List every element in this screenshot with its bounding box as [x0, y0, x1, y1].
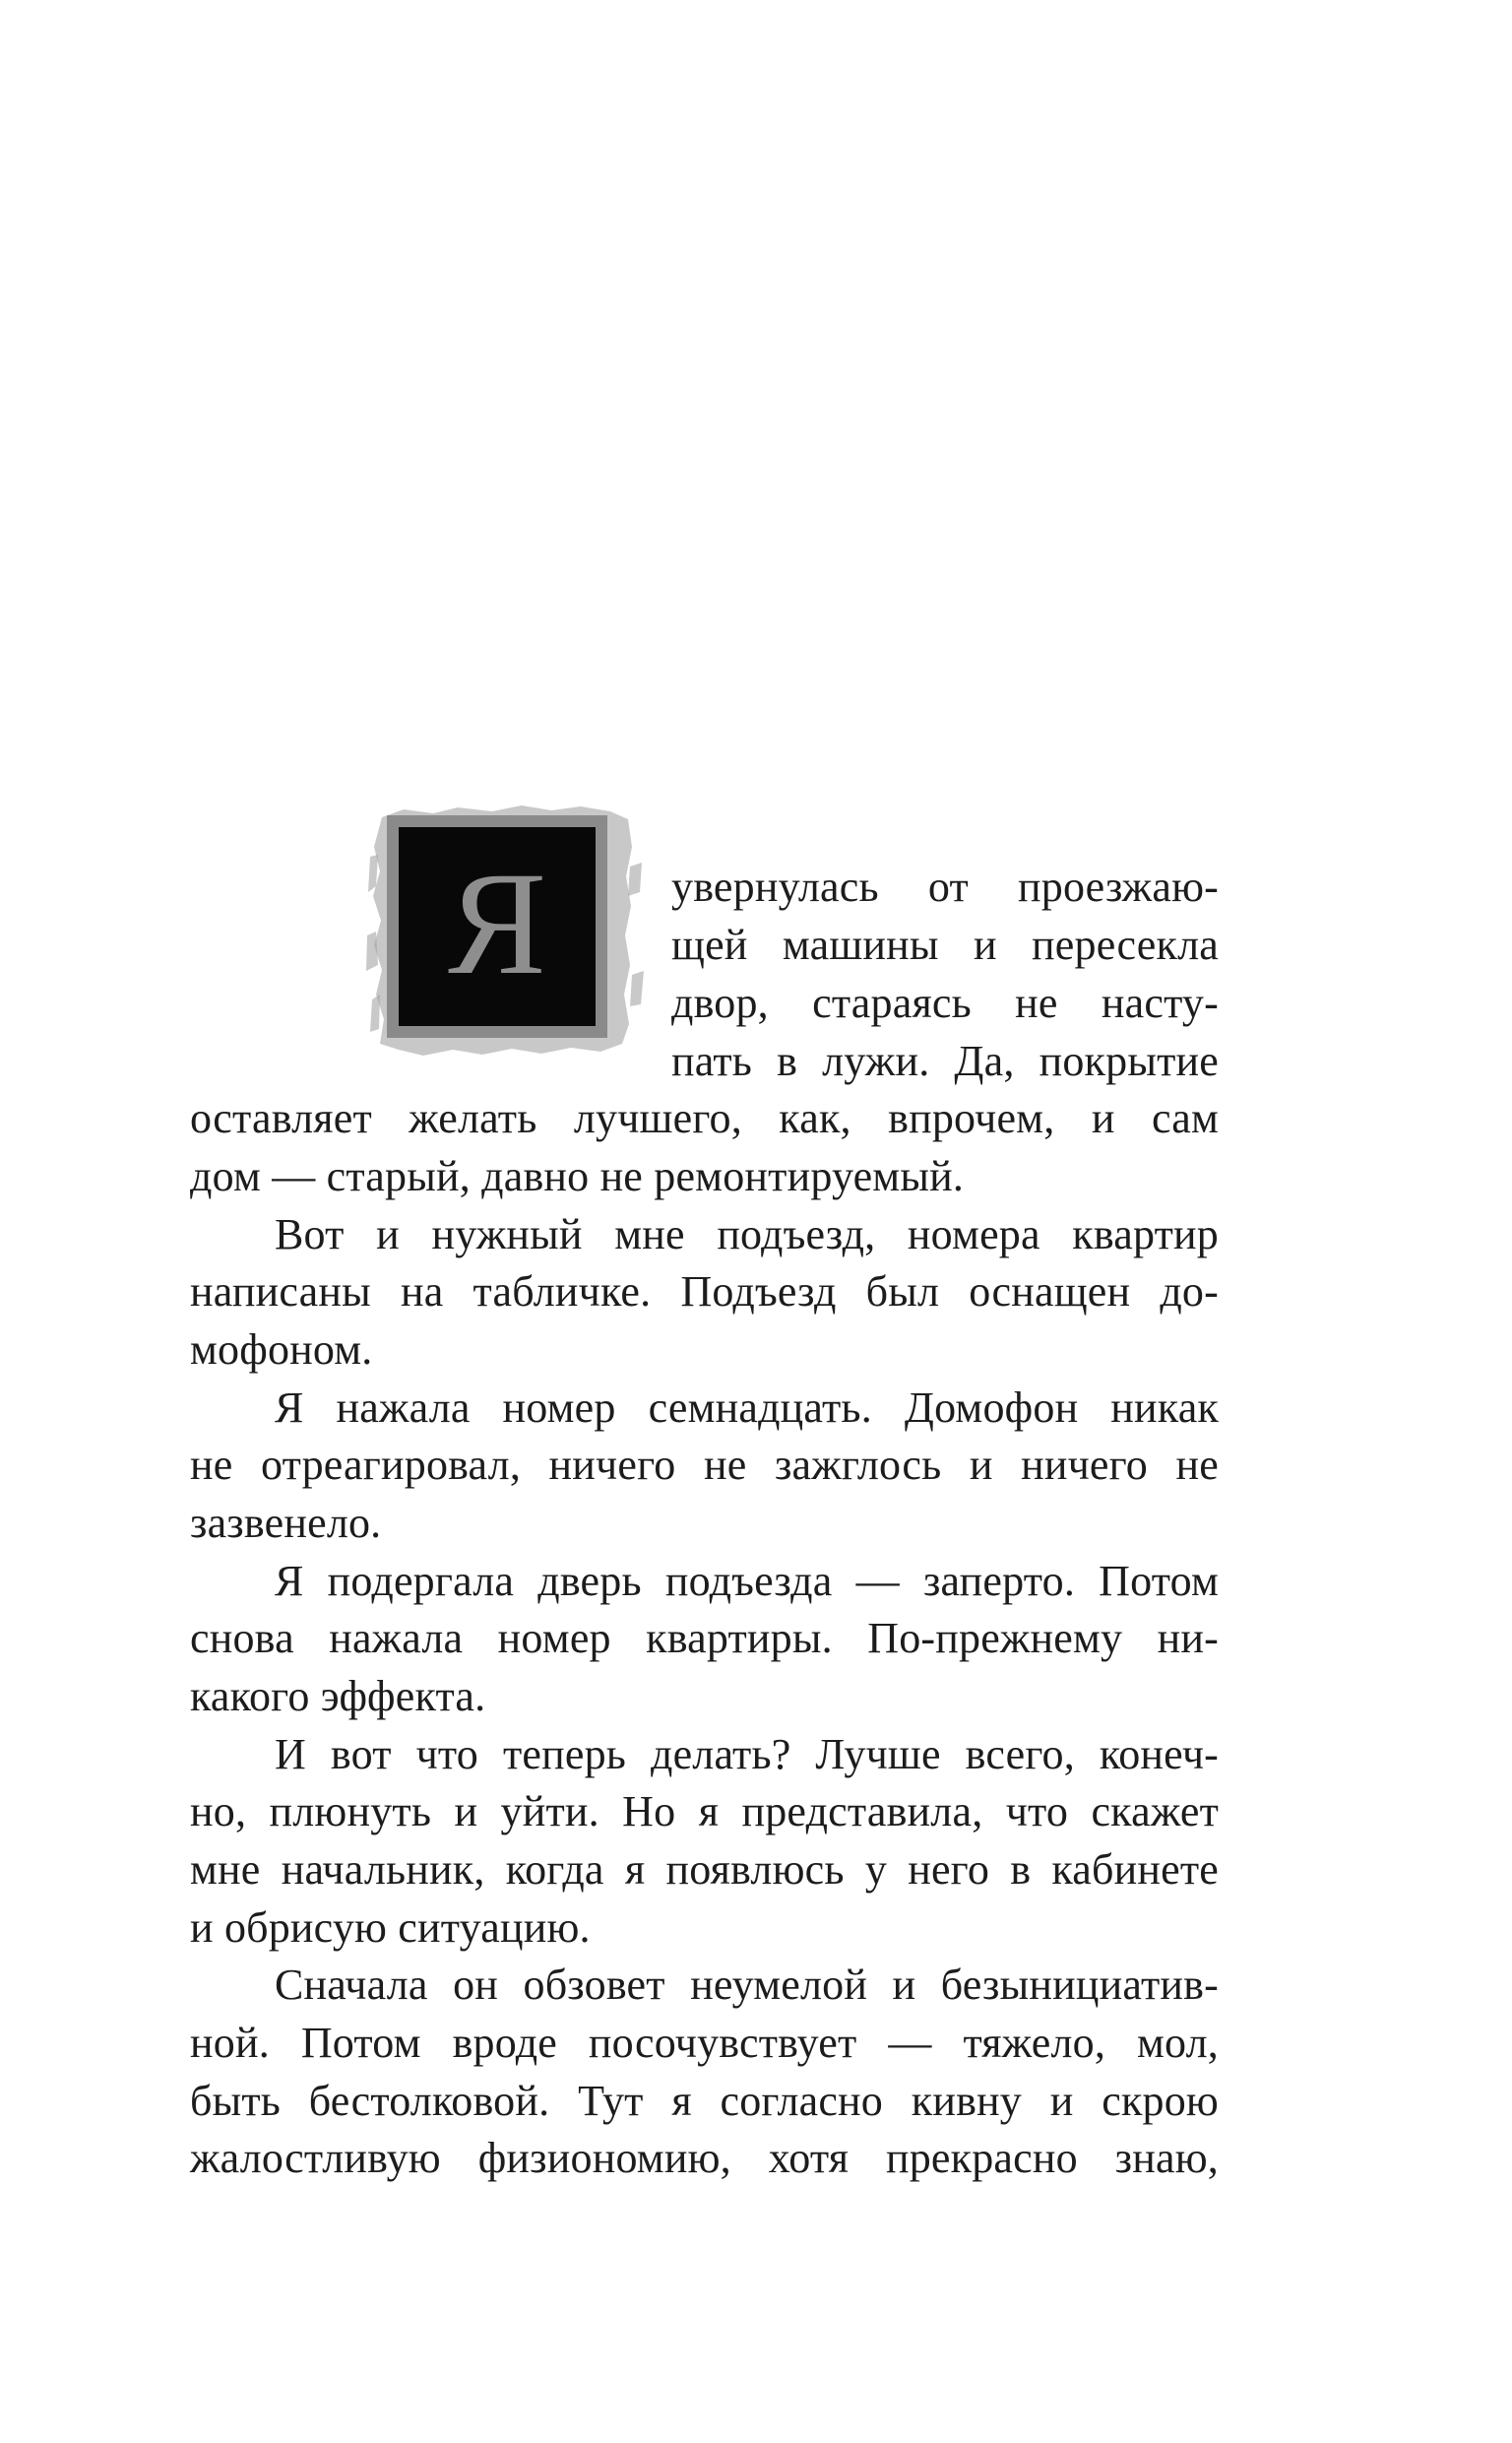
text-line: быть бестолковой. Тут я согласно кивну и скрою: [190, 2077, 1219, 2125]
drop-cap-frame: [387, 815, 607, 1038]
text-line: Я нажала номер семнадцать. Домофон никак: [275, 1383, 1219, 1432]
text-line: жалостливую физиономию, хотя прекрасно знаю,: [190, 2134, 1219, 2182]
text-line: увернулась от проезжаю-: [671, 863, 1219, 911]
text-line: не отреагировал, ничего не зажглось и ничего не: [190, 1441, 1219, 1489]
text-line: снова нажала номер квартиры. По-прежнему ни-: [190, 1614, 1219, 1662]
text-line: зазвенело.: [190, 1499, 382, 1547]
text-line: мне начальник, когда я появлюсь у него в кабинете: [190, 1845, 1219, 1894]
drop-cap-background: [399, 827, 596, 1026]
text-line: и обрисую ситуацию.: [190, 1903, 591, 1952]
text-line: И вот что теперь делать? Лучше всего, конеч-: [275, 1730, 1219, 1778]
text-line: какого эффекта.: [190, 1672, 486, 1720]
text-line: дом — старый, давно не ремонтируемый.: [190, 1152, 965, 1200]
text-line: Сначала он обзовет неумелой и безынициатив-: [275, 1961, 1219, 2009]
text-line: Я подергала дверь подъезда — заперто. Потом: [275, 1557, 1219, 1605]
text-line: оставляет желать лучшего, как, впрочем, и сам: [190, 1094, 1219, 1142]
text-line: написаны на табличке. Подъезд был оснащен до-: [190, 1267, 1219, 1316]
text-line: ной. Потом вроде посочувствует — тяжело, мол,: [190, 2019, 1219, 2067]
text-line: Вот и нужный мне подъезд, номера квартир: [275, 1210, 1219, 1258]
drop-cap: [364, 798, 650, 1063]
text-line: мофоном.: [190, 1325, 373, 1374]
text-line: щей машины и пересекла: [671, 921, 1219, 969]
text-line: но, плюнуть и уйти. Но я представила, что скажет: [190, 1787, 1219, 1835]
drop-cap-letter: Я: [447, 842, 547, 1005]
text-line: пать в лужи. Да, покрытие: [671, 1037, 1219, 1085]
text-line: двор, стараясь не насту-: [671, 979, 1219, 1027]
